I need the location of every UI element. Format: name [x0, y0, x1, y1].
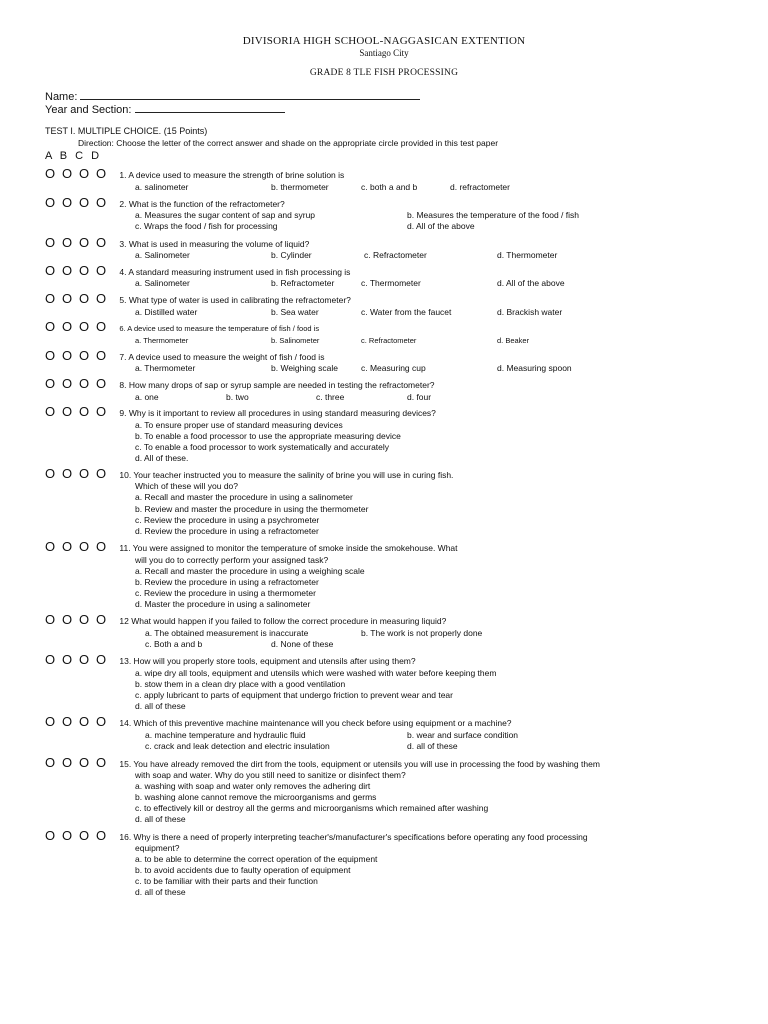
question-stem: 16. Why is there a need of properly interpreting teacher's/manufacturer's specifications before operating any food processing	[119, 832, 588, 842]
option-a: a. machine temperature and hydraulic fluid	[145, 730, 306, 740]
bubble-d[interactable]: O	[96, 376, 108, 391]
question-8	[45, 378, 435, 392]
bubble-a[interactable]: O	[45, 263, 57, 278]
question-15	[45, 757, 600, 771]
bubble-a[interactable]: O	[45, 348, 57, 363]
question-9	[45, 406, 436, 420]
option-b: b. Measures the temperature of the food / fish	[407, 210, 579, 220]
name-label: Name:	[45, 91, 78, 103]
bubble-a[interactable]: O	[45, 404, 57, 419]
option-a: a. Salinometer	[135, 278, 190, 288]
option-d: d. Master the procedure in using a salinometer	[135, 599, 311, 609]
option-d: d. all of these	[135, 701, 186, 711]
option-b: b. two	[226, 392, 249, 402]
option-b: b. The work is not properly done	[361, 628, 483, 638]
question-stem: 14. Which of this preventive machine maintenance will you check before using equipment or a machine?	[119, 718, 512, 728]
option-c: c. Refractometer	[364, 250, 427, 260]
question-12	[45, 614, 446, 628]
bubble-d[interactable]: O	[96, 828, 108, 843]
bubble-d[interactable]: O	[96, 612, 108, 627]
bubble-a[interactable]: O	[45, 755, 57, 770]
option-b: b. Review and master the procedure in using the thermometer	[135, 504, 369, 514]
option-d: d. all of these	[135, 887, 186, 897]
question-16	[45, 830, 588, 844]
option-a: a. The obtained measurement is inaccurate	[145, 628, 309, 638]
option-b: b. Sea water	[271, 307, 319, 317]
bubble-a[interactable]: O	[45, 195, 57, 210]
bubble-c[interactable]: O	[79, 376, 91, 391]
bubble-b[interactable]: O	[62, 612, 74, 627]
bubble-b[interactable]: O	[62, 376, 74, 391]
option-d: d. All of the above	[407, 221, 475, 231]
option-a: a. salinometer	[135, 182, 189, 192]
answer-bubbles[interactable]	[45, 237, 117, 249]
option-b: b. Weighing scale	[271, 363, 338, 373]
bubble-c[interactable]: O	[79, 404, 91, 419]
option-a: a. Recall and master the procedure in using a weighing scale	[135, 566, 365, 576]
school-city: Santiago City	[359, 48, 409, 58]
option-d: d. Review the procedure in using a refractometer	[135, 526, 319, 536]
bubble-c[interactable]: O	[79, 714, 91, 729]
question-stem-continued: equipment?	[135, 843, 180, 853]
question-stem: 9. Why is it important to review all procedures in using standard measuring devices?	[119, 408, 436, 418]
option-d: d. refractometer	[450, 182, 510, 192]
bubble-b[interactable]: O	[62, 652, 74, 667]
bubble-d[interactable]: O	[96, 263, 108, 278]
option-c: c. to be familiar with their parts and their function	[135, 876, 318, 886]
option-a: a. Measures the sugar content of sap and syrup	[135, 210, 316, 220]
bubble-c[interactable]: O	[79, 539, 91, 554]
option-a: a. To ensure proper use of standard measuring devices	[135, 420, 343, 430]
bubble-c[interactable]: O	[79, 612, 91, 627]
option-a: a. Thermometer	[135, 363, 196, 373]
question-stem: 2. What is the function of the refractometer?	[119, 199, 285, 209]
bubble-c[interactable]: O	[79, 652, 91, 667]
bubble-d[interactable]: O	[96, 291, 108, 306]
question-7	[45, 350, 324, 364]
question-stem: 4. A standard measuring instrument used in fish processing is	[119, 267, 351, 277]
bubble-d[interactable]: O	[96, 195, 108, 210]
option-a: a. wipe dry all tools, equipment and utensils which were washed with water before keeping them	[135, 668, 497, 678]
option-d: d. four	[407, 392, 432, 402]
bubble-c[interactable]: O	[79, 348, 91, 363]
bubble-a[interactable]: O	[45, 612, 57, 627]
option-c: c. Thermometer	[361, 278, 421, 288]
year-section-line	[135, 102, 285, 113]
bubble-b[interactable]: O	[62, 404, 74, 419]
bubble-b[interactable]: O	[62, 235, 74, 250]
bubble-b[interactable]: O	[62, 263, 74, 278]
question-stem: 12 What would happen if you failed to follow the correct procedure in measuring liquid?	[119, 616, 447, 626]
option-c: c. To enable a food processor to work systematically and accurately	[135, 442, 390, 452]
answer-bubbles[interactable]	[45, 197, 117, 209]
bubble-d[interactable]: O	[96, 539, 108, 554]
name-line	[80, 89, 420, 100]
question-6	[45, 321, 319, 335]
option-d: d. Brackish water	[497, 307, 563, 317]
option-c: c. apply lubricant to parts of equipment that undergo friction to prevent wear and tear	[135, 690, 453, 700]
question-stem: 5. What type of water is used in calibrating the refractometer?	[119, 295, 351, 305]
bubble-c[interactable]: O	[79, 291, 91, 306]
option-a: a. washing with soap and water only removes the adhering dirt	[135, 781, 371, 791]
question-stem-continued: Which of these will you do?	[135, 481, 238, 491]
option-d: d. None of these	[271, 639, 334, 649]
question-2	[45, 197, 285, 211]
answer-bubbles[interactable]	[45, 293, 117, 305]
bubble-a[interactable]: O	[45, 714, 57, 729]
option-b: b. washing alone cannot remove the microorganisms and germs	[135, 792, 377, 802]
option-b: b. Salinometer	[271, 336, 320, 345]
option-d: d. All of these.	[135, 453, 189, 463]
option-d: d. Thermometer	[497, 250, 558, 260]
option-c: c. three	[316, 392, 345, 402]
answer-bubbles[interactable]	[45, 654, 117, 666]
question-14	[45, 716, 512, 730]
bubble-b[interactable]: O	[62, 195, 74, 210]
bubble-c[interactable]: O	[79, 166, 91, 181]
bubble-b[interactable]: O	[62, 319, 74, 334]
question-stem-continued: with soap and water. Why do you still need to sanitize or disinfect them?	[135, 770, 406, 780]
bubble-b[interactable]: O	[62, 539, 74, 554]
bubble-d[interactable]: O	[96, 404, 108, 419]
bubble-a[interactable]: O	[45, 319, 57, 334]
bubble-d[interactable]: O	[96, 319, 108, 334]
option-a: a. Salinometer	[135, 250, 190, 260]
bubble-b[interactable]: O	[62, 714, 74, 729]
bubble-d[interactable]: O	[96, 714, 108, 729]
question-3	[45, 237, 309, 251]
option-c: c. Both a and b	[145, 639, 203, 649]
option-c: c. crack and leak detection and electric insulation	[145, 741, 330, 751]
answer-bubbles[interactable]	[45, 406, 117, 418]
option-b: b. Cylinder	[271, 250, 312, 260]
bubble-b[interactable]: O	[62, 291, 74, 306]
bubble-b[interactable]: O	[62, 348, 74, 363]
bubble-d[interactable]: O	[96, 235, 108, 250]
question-stem: 3. What is used in measuring the volume of liquid?	[119, 239, 310, 249]
question-10	[45, 468, 453, 482]
question-5	[45, 293, 351, 307]
option-d: d. Measuring spoon	[497, 363, 572, 373]
option-b: b. wear and surface condition	[407, 730, 519, 740]
answer-bubbles[interactable]	[45, 830, 117, 842]
answer-bubbles[interactable]	[45, 541, 117, 553]
bubble-a[interactable]: O	[45, 539, 57, 554]
year-section-field	[45, 102, 285, 116]
bubble-a[interactable]: O	[45, 652, 57, 667]
answer-letters-header: A B C D	[45, 150, 100, 162]
bubble-c[interactable]: O	[79, 195, 91, 210]
option-a: a. Distilled water	[135, 307, 198, 317]
option-a: a. Thermometer	[135, 336, 189, 345]
name-field	[45, 89, 420, 103]
option-b: b. thermometer	[271, 182, 329, 192]
question-stem-continued: will you do to correctly perform your assigned task?	[135, 555, 329, 565]
question-stem: 6. A device used to measure the temperature of fish / food is	[119, 324, 320, 333]
option-c: c. to effectively kill or destroy all the germs and microorganisms which remained after washing	[135, 803, 489, 813]
question-1	[45, 168, 344, 182]
option-b: b. stow them in a clean dry place with a good ventilation	[135, 679, 346, 689]
option-c: c. Review the procedure in using a thermometer	[135, 588, 316, 598]
question-stem: 1. A device used to measure the strength of brine solution is	[119, 170, 345, 180]
bubble-d[interactable]: O	[96, 466, 108, 481]
option-b: b. Refractometer	[271, 278, 335, 288]
bubble-a[interactable]: O	[45, 376, 57, 391]
answer-bubbles[interactable]	[45, 350, 117, 362]
answer-bubbles[interactable]	[45, 716, 117, 728]
bubble-b[interactable]: O	[62, 466, 74, 481]
answer-bubbles[interactable]	[45, 614, 117, 626]
bubble-b[interactable]: O	[62, 755, 74, 770]
bubble-b[interactable]: O	[62, 828, 74, 843]
option-a: a. Recall and master the procedure in using a salinometer	[135, 492, 353, 502]
bubble-a[interactable]: O	[45, 166, 57, 181]
bubble-d[interactable]: O	[96, 166, 108, 181]
bubble-a[interactable]: O	[45, 828, 57, 843]
option-c: c. Review the procedure in using a psychrometer	[135, 515, 320, 525]
question-stem: 10. Your teacher instructed you to measure the salinity of brine you will use in curing fish.	[119, 470, 454, 480]
bubble-c[interactable]: O	[79, 263, 91, 278]
answer-bubbles[interactable]	[45, 468, 117, 480]
bubble-d[interactable]: O	[96, 348, 108, 363]
option-b: b. Review the procedure in using a refractometer	[135, 577, 319, 587]
bubble-c[interactable]: O	[79, 755, 91, 770]
answer-bubbles[interactable]	[45, 168, 117, 180]
bubble-c[interactable]: O	[79, 319, 91, 334]
bubble-d[interactable]: O	[96, 652, 108, 667]
option-c: c. Refractometer	[361, 336, 417, 345]
option-b: b. to avoid accidents due to faulty operation of equipment	[135, 865, 351, 875]
bubble-b[interactable]: O	[62, 166, 74, 181]
question-4	[45, 265, 350, 279]
question-stem: 7. A device used to measure the weight of fish / food is	[119, 352, 325, 362]
test-title: TEST I. MULTIPLE CHOICE. (15 Points)	[45, 126, 208, 136]
bubble-c[interactable]: O	[79, 466, 91, 481]
option-d: d. All of the above	[497, 278, 565, 288]
option-d: d. all of these	[407, 741, 458, 751]
question-stem: 8. How many drops of sap or syrup sample are needed in testing the refractometer?	[119, 380, 435, 390]
option-a: a. one	[135, 392, 159, 402]
subject-title: GRADE 8 TLE FISH PROCESSING	[309, 68, 459, 78]
bubble-c[interactable]: O	[79, 235, 91, 250]
option-b: b. To enable a food processor to use the appropriate measuring device	[135, 431, 401, 441]
answer-bubbles[interactable]	[45, 321, 117, 333]
question-13	[45, 654, 416, 668]
option-c: c. Wraps the food / fish for processing	[135, 221, 278, 231]
answer-bubbles[interactable]	[45, 757, 117, 769]
option-c: c. both a and b	[361, 182, 418, 192]
answer-bubbles[interactable]	[45, 378, 117, 390]
option-c: c. Water from the faucet	[361, 307, 452, 317]
question-11	[45, 541, 458, 555]
bubble-c[interactable]: O	[79, 828, 91, 843]
question-stem: 11. You were assigned to monitor the temperature of smoke inside the smokehouse. What	[119, 543, 458, 553]
bubble-d[interactable]: O	[96, 755, 108, 770]
bubble-a[interactable]: O	[45, 235, 57, 250]
year-section-label: Year and Section:	[45, 104, 132, 116]
answer-bubbles[interactable]	[45, 265, 117, 277]
option-c: c. Measuring cup	[361, 363, 426, 373]
option-d: d. Beaker	[497, 336, 530, 345]
question-stem: 15. You have already removed the dirt from the tools, equipment or utensils you will use in processing the food by washing them	[119, 759, 600, 769]
option-a: a. to be able to determine the correct operation of the equipment	[135, 854, 378, 864]
bubble-a[interactable]: O	[45, 466, 57, 481]
question-stem: 13. How will you properly store tools, equipment and utensils after using them?	[119, 656, 416, 666]
bubble-a[interactable]: O	[45, 291, 57, 306]
test-direction: Direction: Choose the letter of the correct answer and shade on the appropriate circle provided in this test paper	[78, 138, 499, 148]
school-name: DIVISORIA HIGH SCHOOL-NAGGASICAN EXTENTION	[242, 35, 526, 47]
option-d: d. all of these	[135, 814, 186, 824]
